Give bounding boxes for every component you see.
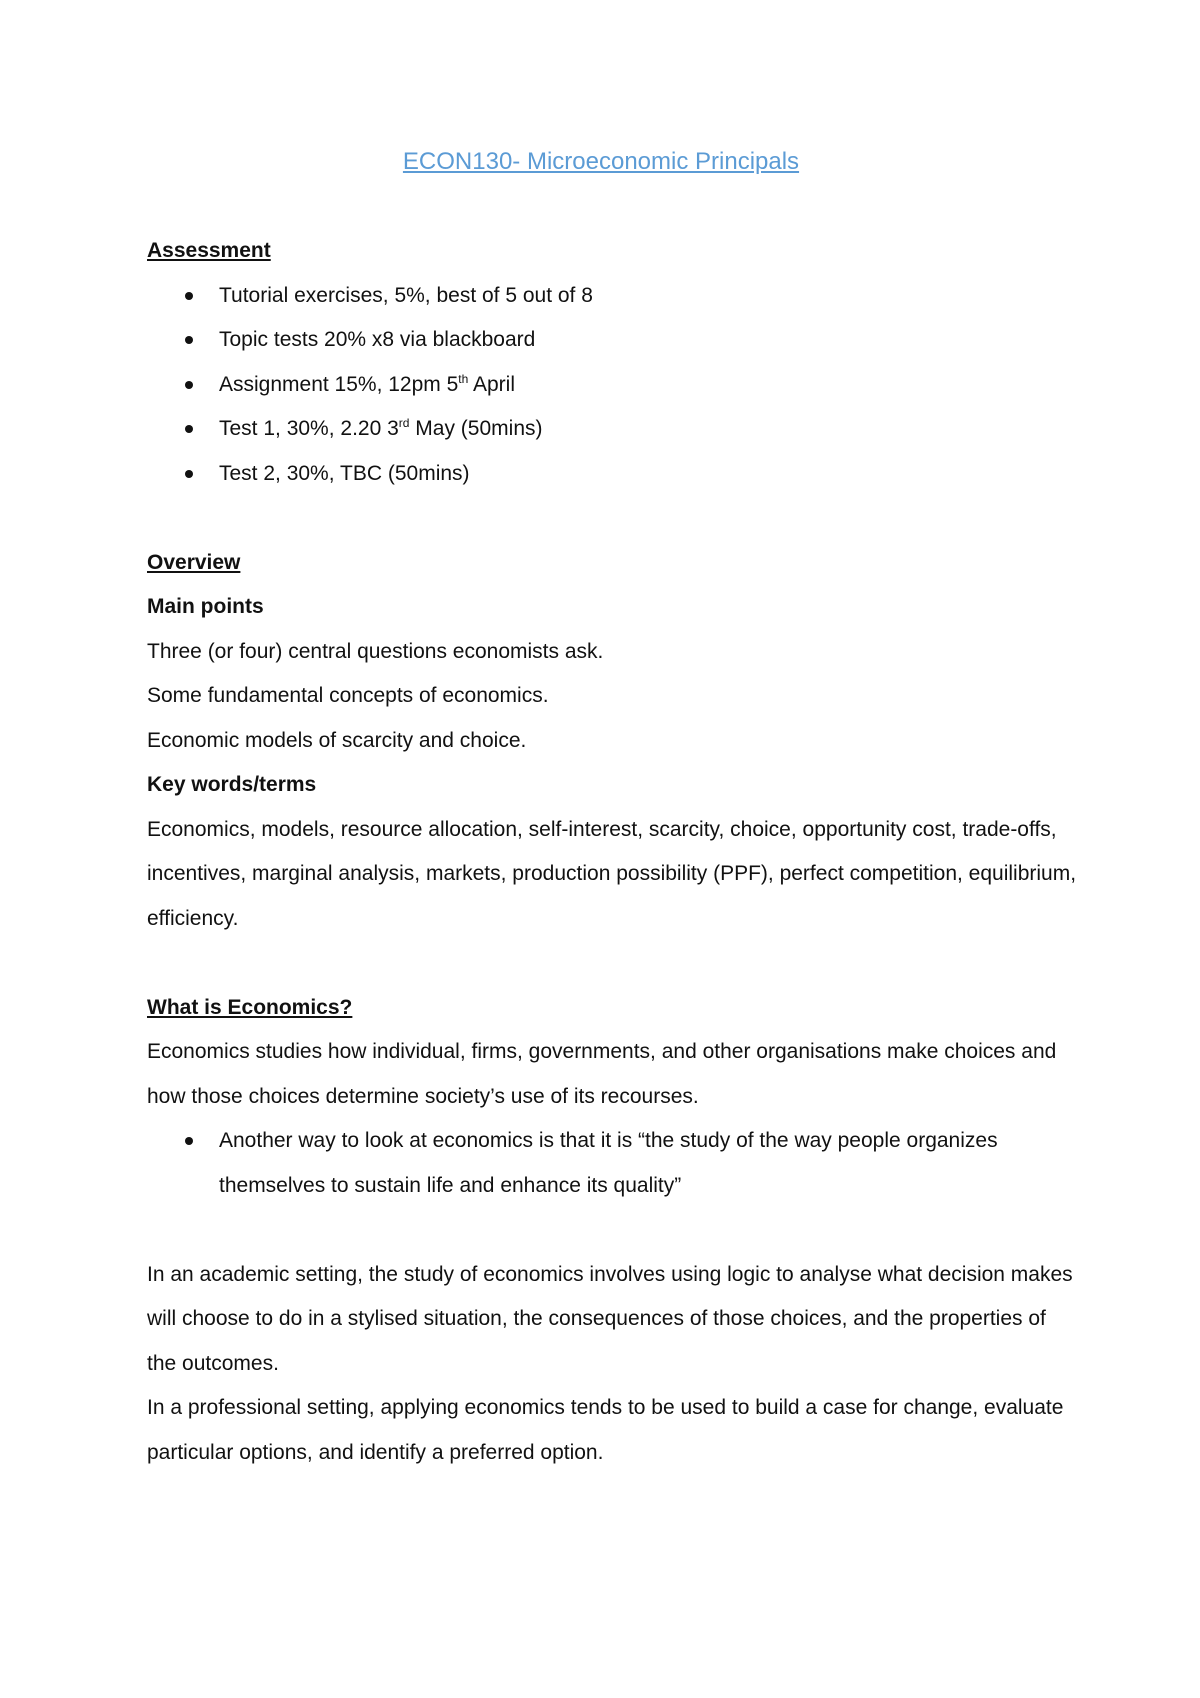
list-item: Test 1, 30%, 2.20 3rd May (50mins) xyxy=(147,407,1077,452)
main-point: Some fundamental concepts of economics. xyxy=(147,684,549,707)
academic-setting-paragraph: In an academic setting, the study of economics involves using logic to analyse what decision makes will choose to do in a stylised situation, the consequences of those choices, and the properties of the outcomes. xyxy=(147,1262,1073,1375)
list-item: Test 2, 30%, TBC (50mins) xyxy=(147,452,1077,497)
list-item: Another way to look at economics is that it is “the study of the way people organizes themselves to sustain life and enhance its quality” xyxy=(147,1119,1077,1208)
professional-setting-paragraph: In a professional setting, applying economics tends to be used to build a case for change, evaluate particular options, and identify a preferred option. xyxy=(147,1396,1064,1464)
spacer xyxy=(147,941,1077,986)
list-item: Assignment 15%, 12pm 5th April xyxy=(147,363,1077,408)
main-points-heading: Main points xyxy=(147,595,264,618)
key-words-text: Economics, models, resource allocation, self-interest, scarcity, choice, opportunity cost, trade-offs, incentives, marginal analysis, markets, production possibility (PPF), perfect competition, equilibrium, efficiency. xyxy=(147,817,1077,930)
document-page xyxy=(147,140,1077,1475)
economics-definition: Economics studies how individual, firms, governments, and other organisations make choices and how those choices determine society’s use of its recourses. xyxy=(147,1040,1057,1108)
overview-heading: Overview xyxy=(147,550,241,574)
list-item: Topic tests 20% x8 via blackboard xyxy=(147,318,1077,363)
bullet-icon xyxy=(185,292,193,300)
spacer xyxy=(147,496,1077,541)
bullet-icon xyxy=(185,425,193,433)
what-is-economics-heading: What is Economics? xyxy=(147,995,353,1019)
list-item: Tutorial exercises, 5%, best of 5 out of 8 xyxy=(147,274,1077,319)
document-title: ECON130- Microeconomic Principals xyxy=(402,148,800,175)
main-point: Three (or four) central questions economists ask. xyxy=(147,639,604,663)
bullet-icon xyxy=(185,381,193,389)
assessment-heading: Assessment xyxy=(147,239,271,262)
assessment-list xyxy=(147,274,1077,497)
spacer xyxy=(147,1208,1077,1253)
bullet-icon xyxy=(185,336,193,344)
bullet-icon xyxy=(185,1137,193,1145)
main-point: Economic models of scarcity and choice. xyxy=(147,728,527,752)
economics-bullet-list xyxy=(147,1119,1077,1208)
key-words-heading: Key words/terms xyxy=(147,773,317,796)
bullet-icon xyxy=(185,470,193,478)
